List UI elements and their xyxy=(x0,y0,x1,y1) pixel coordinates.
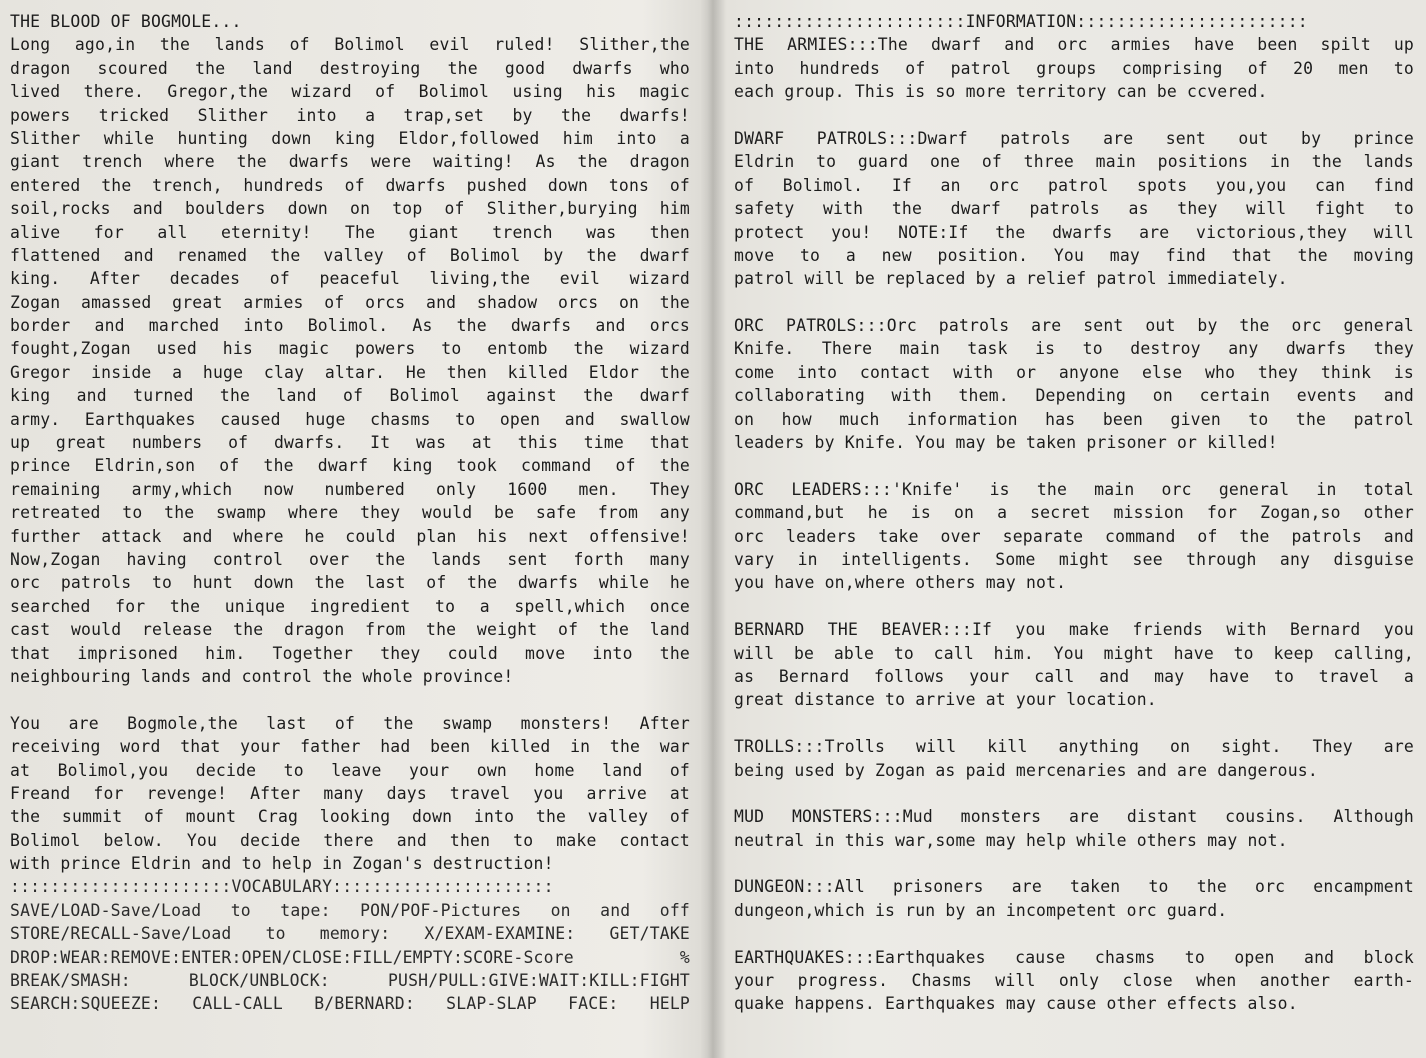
intro-line: the summit of mount Crag looking down into the valley of xyxy=(10,807,690,827)
info-line: quake happens. Earthquakes may cause other effects also. xyxy=(734,994,1298,1014)
information-header: :::::::::::::::::::::::INFORMATION::::::::::::::::::::::: xyxy=(734,12,1308,31)
section-gap xyxy=(734,595,1414,618)
story-line: Zogan amassed great armies of orcs and shadow orcs on the xyxy=(10,292,690,312)
info-line: BERNARD THE BEAVER:::If you make friends with Bernard you xyxy=(734,620,1414,640)
info-line: great distance to arrive at your location. xyxy=(734,690,1157,710)
story-line: giant trench where the dwarfs were waiting! As the dragon xyxy=(10,152,690,172)
info-line: of Bolimol. If an orc patrol spots you,you can find xyxy=(734,175,1414,195)
story-line: retreated to the swamp where they would be safe from any xyxy=(10,503,690,523)
vocabulary-section xyxy=(10,875,690,1015)
story-title: THE BLOOD OF BOGMOLE... xyxy=(10,12,242,31)
info-line: Knife. There main task is to destroy any dwarfs they xyxy=(734,339,1414,359)
info-line: dungeon,which is run by an incompetent orc guard. xyxy=(734,900,1228,920)
mud-monsters-section xyxy=(734,805,1414,852)
info-line: orc leaders take over separate command of the patrols and xyxy=(734,526,1414,546)
section-gap xyxy=(734,782,1414,805)
story-line: up great numbers of dwarfs. It was at this time that xyxy=(10,433,690,453)
story-line: alive for all eternity! The giant trench was then xyxy=(10,222,690,242)
story-line: entered the trench, hundreds of dwarfs pushed down tons of xyxy=(10,175,690,195)
info-line: being used by Zogan as paid mercenaries and are dangerous. xyxy=(734,760,1318,780)
paragraph-gap xyxy=(10,688,690,711)
story-line: searched for the unique ingredient to a spell,which once xyxy=(10,596,690,616)
earthquakes-section xyxy=(734,946,1414,1016)
info-line: patrol will be replaced by a relief patrol immediately. xyxy=(734,269,1288,289)
armies-section xyxy=(734,33,1414,103)
vocabulary-line: DROP:WEAR:REMOVE:ENTER:OPEN/CLOSE:FILL/EMPTY:SCORE-Score % xyxy=(10,947,690,967)
story-line: fought,Zogan used his magic powers to entomb the wizard xyxy=(10,339,690,359)
section-gap xyxy=(734,454,1414,477)
left-page xyxy=(10,10,690,1016)
info-line: protect you! NOTE:If the dwarfs are victorious,they will xyxy=(734,222,1414,242)
info-line: into hundreds of patrol groups comprising of 20 men to xyxy=(734,58,1414,78)
vocabulary-line: BREAK/SMASH: BLOCK/UNBLOCK: PUSH/PULL:GIVE:WAIT:KILL:FIGHT xyxy=(10,971,690,991)
section-gap xyxy=(734,712,1414,735)
story-line: Now,Zogan having control over the lands sent forth many xyxy=(10,549,690,569)
section-gap xyxy=(734,852,1414,875)
info-line: on how much information has been given to the patrol xyxy=(734,409,1414,429)
info-line: will be able to call him. You might have to keep calling, xyxy=(734,643,1414,663)
story-line: powers tricked Slither into a trap,set by the dwarfs! xyxy=(10,105,690,125)
page-fold xyxy=(700,0,726,1058)
intro-line: Freand for revenge! After many days travel you arrive at xyxy=(10,783,690,803)
story-line: lived there. Gregor,the wizard of Bolimol using his magic xyxy=(10,82,690,102)
bernard-section xyxy=(734,618,1414,712)
intro-line: receiving word that your father had been killed in the war xyxy=(10,737,690,757)
story-line: flattened and renamed the valley of Bolimol by the dwarf xyxy=(10,245,690,265)
info-line: vary in intelligents. Some might see through any disguise xyxy=(734,549,1414,569)
story-line: king and turned the land of Bolimol against the dwarf xyxy=(10,386,690,406)
vocabulary-line: STORE/RECALL-Save/Load to memory: X/EXAM-EXAMINE: GET/TAKE xyxy=(10,924,690,944)
info-line: EARTHQUAKES:::Earthquakes cause chasms to open and block xyxy=(734,947,1414,967)
section-gap xyxy=(734,104,1414,127)
story-line: king. After decades of peaceful living,the evil wizard xyxy=(10,269,690,289)
orc-leaders-section xyxy=(734,478,1414,595)
info-line: safety with the dwarf patrols as they will fight to xyxy=(734,199,1414,219)
vocabulary-line: SEARCH:SQUEEZE: CALL-CALL B/BERNARD: SLAP-SLAP FACE: HELP xyxy=(10,994,690,1014)
intro-line: at Bolimol,you decide to leave your own home land of xyxy=(10,760,690,780)
story-line: Slither while hunting down king Eldor,followed him into a xyxy=(10,128,690,148)
story-line: remaining army,which now numbered only 1600 men. They xyxy=(10,479,690,499)
story-line: orc patrols to hunt down the last of the dwarfs while he xyxy=(10,573,690,593)
info-line: MUD MONSTERS:::Mud monsters are distant cousins. Although xyxy=(734,807,1414,827)
intro-line: You are Bogmole,the last of the swamp monsters! After xyxy=(10,713,690,733)
story-line: army. Earthquakes caused huge chasms to open and swallow xyxy=(10,409,690,429)
info-line: command,but he is on a secret mission for Zogan,so other xyxy=(734,503,1414,523)
intro-paragraph xyxy=(10,712,690,876)
info-line: as Bernard follows your call and may have to travel a xyxy=(734,666,1414,686)
info-line: each group. This is so more territory can be ccvered. xyxy=(734,82,1268,102)
info-line: ORC LEADERS:::'Knife' is the main orc general in total xyxy=(734,479,1414,499)
story-paragraph xyxy=(10,33,690,688)
orc-patrols-section xyxy=(734,314,1414,454)
intro-line: with prince Eldrin and to help in Zogan's destruction! xyxy=(10,854,554,874)
section-gap xyxy=(734,922,1414,945)
info-line: your progress. Chasms will only close when another earth- xyxy=(734,971,1414,991)
info-line: move to a new position. You may find that the moving xyxy=(734,245,1414,265)
right-page xyxy=(734,10,1414,1016)
story-line: dragon scoured the land destroying the good dwarfs who xyxy=(10,58,690,78)
section-gap xyxy=(734,291,1414,314)
intro-line: Bolimol below. You decide there and then to make contact xyxy=(10,830,690,850)
info-line: THE ARMIES:::The dwarf and orc armies have been spilt up xyxy=(734,35,1414,55)
info-line: TROLLS:::Trolls will kill anything on sight. They are xyxy=(734,737,1414,757)
vocabulary-header: ::::::::::::::::::::::VOCABULARY:::::::::::::::::::::: xyxy=(10,877,554,897)
info-line: neutral in this war,some may help while others may not. xyxy=(734,830,1288,850)
story-line: that imprisoned him. Together they could move into the xyxy=(10,643,690,663)
dwarf-patrols-section xyxy=(734,127,1414,291)
story-line: Long ago,in the lands of Bolimol evil ruled! Slither,the xyxy=(10,35,690,55)
dungeon-section xyxy=(734,875,1414,922)
info-line: come into contact with or anyone else who they think is xyxy=(734,362,1414,382)
info-line: Eldrin to guard one of three main positions in the lands xyxy=(734,152,1414,172)
info-line: collaborating with them. Depending on certain events and xyxy=(734,386,1414,406)
vocabulary-line: SAVE/LOAD-Save/Load to tape: PON/POF-Pictures on and off xyxy=(10,900,690,920)
story-line: further attack and where he could plan his next offensive! xyxy=(10,526,690,546)
story-line: soil,rocks and boulders down on top of Slither,burying him xyxy=(10,199,690,219)
info-line: ORC PATROLS:::Orc patrols are sent out by the orc general xyxy=(734,316,1414,336)
story-line: Gregor inside a huge clay altar. He then killed Eldor the xyxy=(10,362,690,382)
info-line: DUNGEON:::All prisoners are taken to the orc encampment xyxy=(734,877,1414,897)
story-line: neighbouring lands and control the whole province! xyxy=(10,666,514,686)
info-line: DWARF PATROLS:::Dwarf patrols are sent out by prince xyxy=(734,128,1414,148)
story-line: cast would release the dragon from the weight of the land xyxy=(10,620,690,640)
info-line: leaders by Knife. You may be taken prisoner or killed! xyxy=(734,433,1278,453)
trolls-section xyxy=(734,735,1414,782)
info-line: you have on,where others may not. xyxy=(734,573,1067,593)
story-line: prince Eldrin,son of the dwarf king took command of the xyxy=(10,456,690,476)
story-line: border and marched into Bolimol. As the dwarfs and orcs xyxy=(10,316,690,336)
